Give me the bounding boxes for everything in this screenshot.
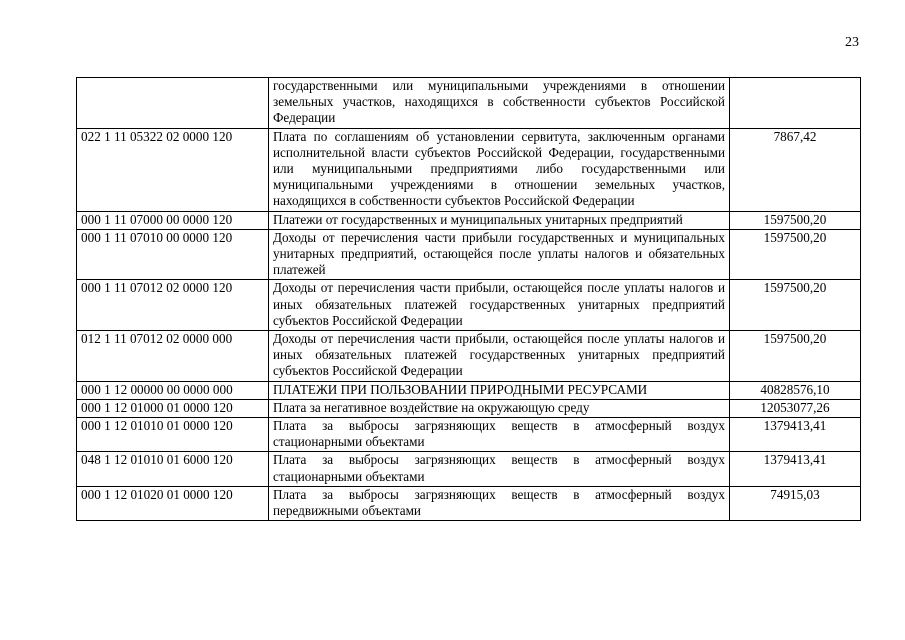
budget-code-cell: 000 1 11 07010 00 0000 120 [77,229,269,280]
description-cell: Плата за выбросы загрязняющих веществ в атмосферный воздух стационарными объектами [269,452,730,486]
page-number: 23 [845,35,859,50]
budget-code-cell: 012 1 11 07012 02 0000 000 [77,331,269,382]
budget-code-cell: 000 1 11 07012 02 0000 120 [77,280,269,331]
description-cell: Плата за выбросы загрязняющих веществ в атмосферный воздух передвижными объектами [269,486,730,520]
description-cell: государственными или муниципальными учреждениями в отношении земельных участков, находящихся в собственности субъектов Российской Федерации [269,78,730,129]
amount-cell: 1597500,20 [730,211,861,229]
description-cell: Плата по соглашениям об установлении сервитута, заключенным органами исполнительной власти субъектов Российской Федерации, государственными или муниципальными предприятиями либо государственными или муниципальными учреждениями в отношении земельных участков, находящихся в собственности субъектов Российской Федерации [269,128,730,211]
table-row [77,486,861,520]
amount-cell: 1379413,41 [730,418,861,452]
amount-cell: 1597500,20 [730,280,861,331]
budget-code-cell: 000 1 11 07000 00 0000 120 [77,211,269,229]
description-cell: Доходы от перечисления части прибыли, остающейся после уплаты налогов и иных обязательных платежей государственных унитарных предприятий субъектов Российской Федерации [269,331,730,382]
amount-cell [730,78,861,129]
description-cell: Плата за выбросы загрязняющих веществ в атмосферный воздух стационарными объектами [269,418,730,452]
budget-code-cell: 000 1 12 01020 01 0000 120 [77,486,269,520]
amount-cell: 12053077,26 [730,399,861,417]
table-row [77,452,861,486]
table-row [77,229,861,280]
amount-cell: 7867,42 [730,128,861,211]
description-cell: Плата за негативное воздействие на окружающую среду [269,399,730,417]
budget-code-cell: 022 1 11 05322 02 0000 120 [77,128,269,211]
table-row [77,399,861,417]
table-row [77,211,861,229]
budget-code-cell: 000 1 12 01000 01 0000 120 [77,399,269,417]
description-cell: Платежи от государственных и муниципальных унитарных предприятий [269,211,730,229]
table-row [77,331,861,382]
table-row [77,128,861,211]
amount-cell: 74915,03 [730,486,861,520]
amount-cell: 1597500,20 [730,229,861,280]
description-cell: ПЛАТЕЖИ ПРИ ПОЛЬЗОВАНИИ ПРИРОДНЫМИ РЕСУРСАМИ [269,381,730,399]
budget-code-cell: 048 1 12 01010 01 6000 120 [77,452,269,486]
budget-code-cell: 000 1 12 00000 00 0000 000 [77,381,269,399]
amount-cell: 1597500,20 [730,331,861,382]
table-row [77,78,861,129]
table-row [77,280,861,331]
amount-cell: 1379413,41 [730,452,861,486]
amount-cell: 40828576,10 [730,381,861,399]
budget-code-cell: 000 1 12 01010 01 0000 120 [77,418,269,452]
table-row [77,381,861,399]
budget-revenue-table [76,77,861,521]
description-cell: Доходы от перечисления части прибыли, остающейся после уплаты налогов и иных обязательных платежей государственных унитарных предприятий субъектов Российской Федерации [269,280,730,331]
description-cell: Доходы от перечисления части прибыли государственных и муниципальных унитарных предприятий, остающейся после уплаты налогов и обязательных платежей [269,229,730,280]
budget-code-cell [77,78,269,129]
table-row [77,418,861,452]
